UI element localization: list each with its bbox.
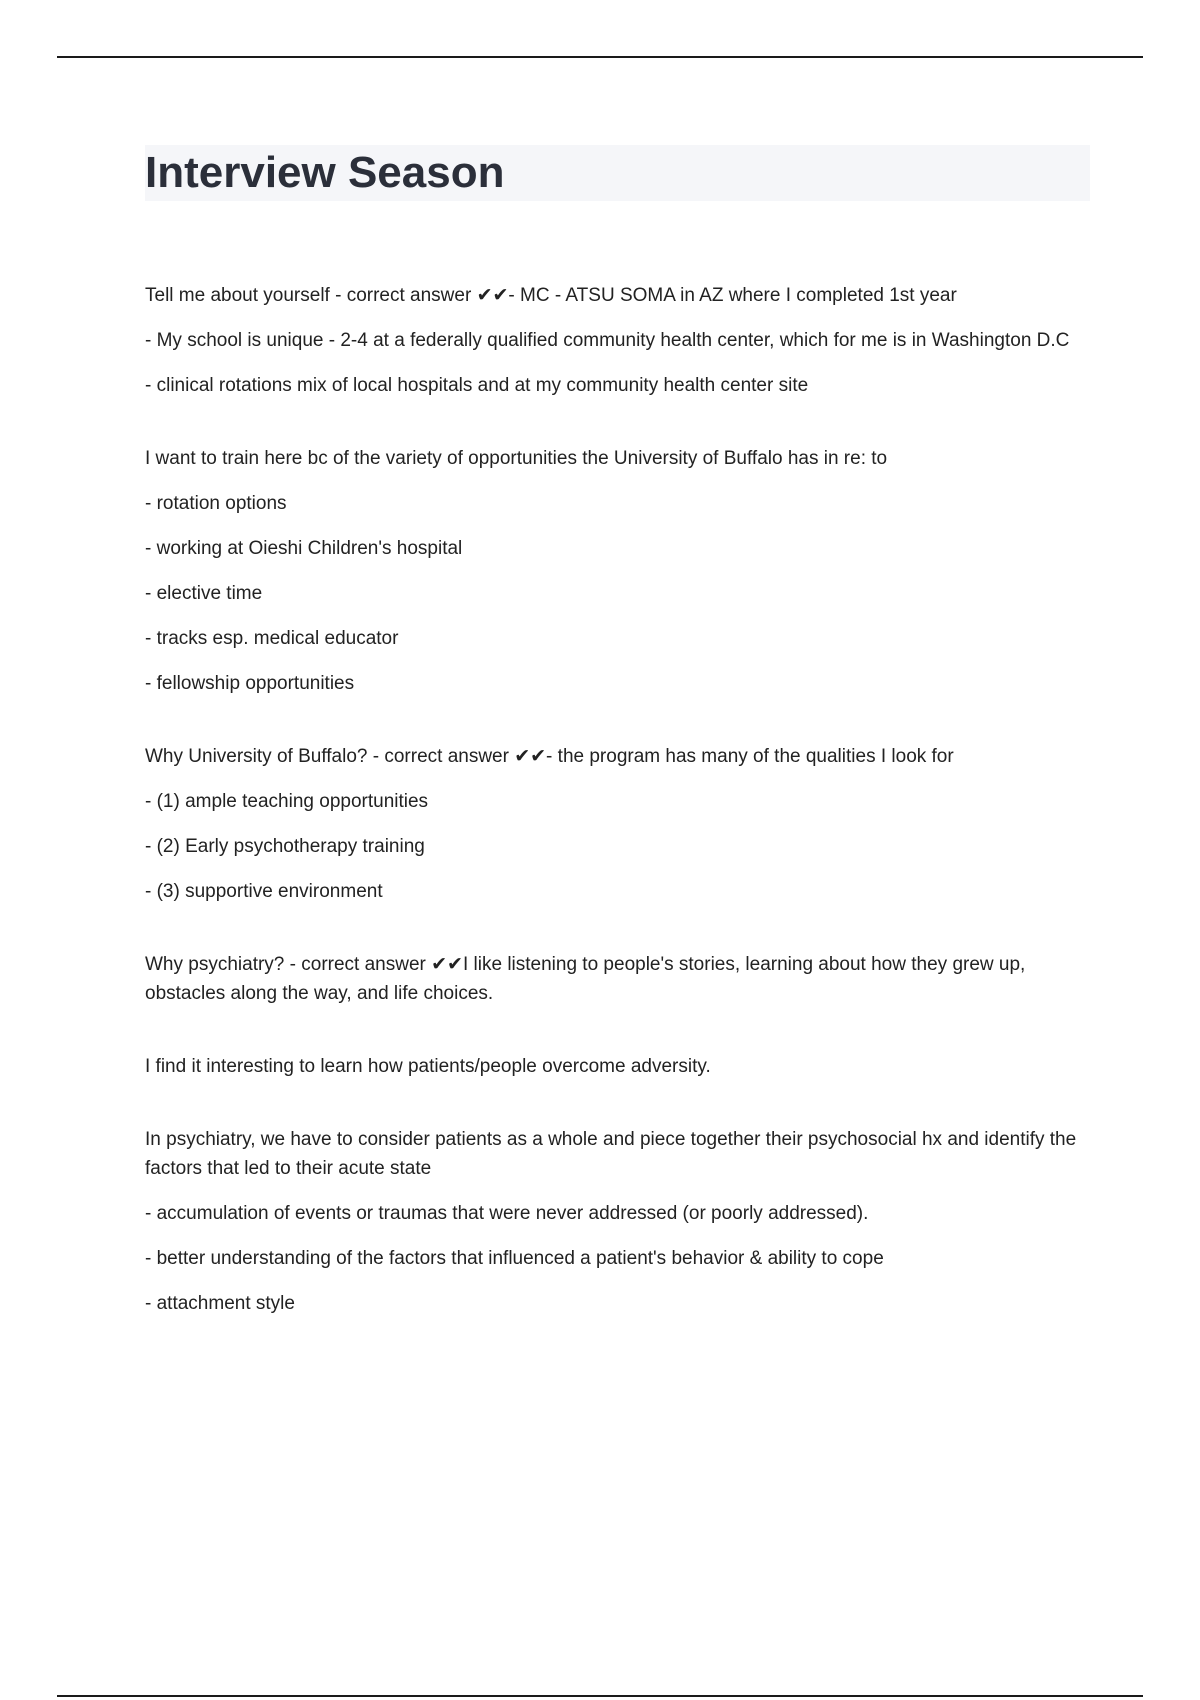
paragraph-line: - My school is unique - 2-4 at a federally qualified community health center, which for me is in Washington D.C: [145, 330, 1070, 351]
list-item: - working at Oieshi Children's hospital: [145, 538, 463, 559]
section-tell-me-about-yourself: [145, 281, 1090, 400]
title-bar: [145, 145, 1090, 201]
section-why-psychiatry: [145, 950, 1090, 1008]
list-item: - better understanding of the factors that influenced a patient's behavior & ability to cope: [145, 1248, 884, 1269]
section-adversity: [145, 1052, 1090, 1081]
list-item: - (2) Early psychotherapy training: [145, 836, 425, 857]
paragraph-line: Why psychiatry? - correct answer ✔✔I like listening to people's stories, learning about how they grew up, obstacles along the way, and life choices.: [145, 954, 1026, 1004]
list-item: - tracks esp. medical educator: [145, 628, 399, 649]
bottom-rule: [57, 1695, 1143, 1697]
paragraph-line: In psychiatry, we have to consider patients as a whole and piece together their psychosocial hx and identify the factors that led to their acute state: [145, 1129, 1077, 1179]
page-title: Interview Season: [145, 148, 505, 197]
paragraph-line: I want to train here bc of the variety of opportunities the University of Buffalo has in re: to: [145, 448, 888, 469]
section-why-university-of-buffalo: [145, 742, 1090, 906]
list-item: - accumulation of events or traumas that were never addressed (or poorly addressed).: [145, 1203, 869, 1224]
list-item: - elective time: [145, 583, 263, 604]
section-why-train-here: [145, 444, 1090, 698]
document-body: [145, 145, 1090, 1362]
section-psychosocial-hx: [145, 1125, 1090, 1318]
paragraph-line: Tell me about yourself - correct answer ✔✔- MC - ATSU SOMA in AZ where I completed 1st year: [145, 285, 957, 306]
paragraph-line: Why University of Buffalo? - correct answer ✔✔- the program has many of the qualities I look for: [145, 746, 954, 767]
list-item: - rotation options: [145, 493, 287, 514]
top-rule: [57, 56, 1143, 58]
list-item: - fellowship opportunities: [145, 673, 355, 694]
list-item: - (1) ample teaching opportunities: [145, 791, 429, 812]
paragraph-line: I find it interesting to learn how patients/people overcome adversity.: [145, 1056, 711, 1077]
list-item: - attachment style: [145, 1293, 295, 1314]
list-item: - (3) supportive environment: [145, 881, 383, 902]
paragraph-line: - clinical rotations mix of local hospitals and at my community health center site: [145, 375, 809, 396]
